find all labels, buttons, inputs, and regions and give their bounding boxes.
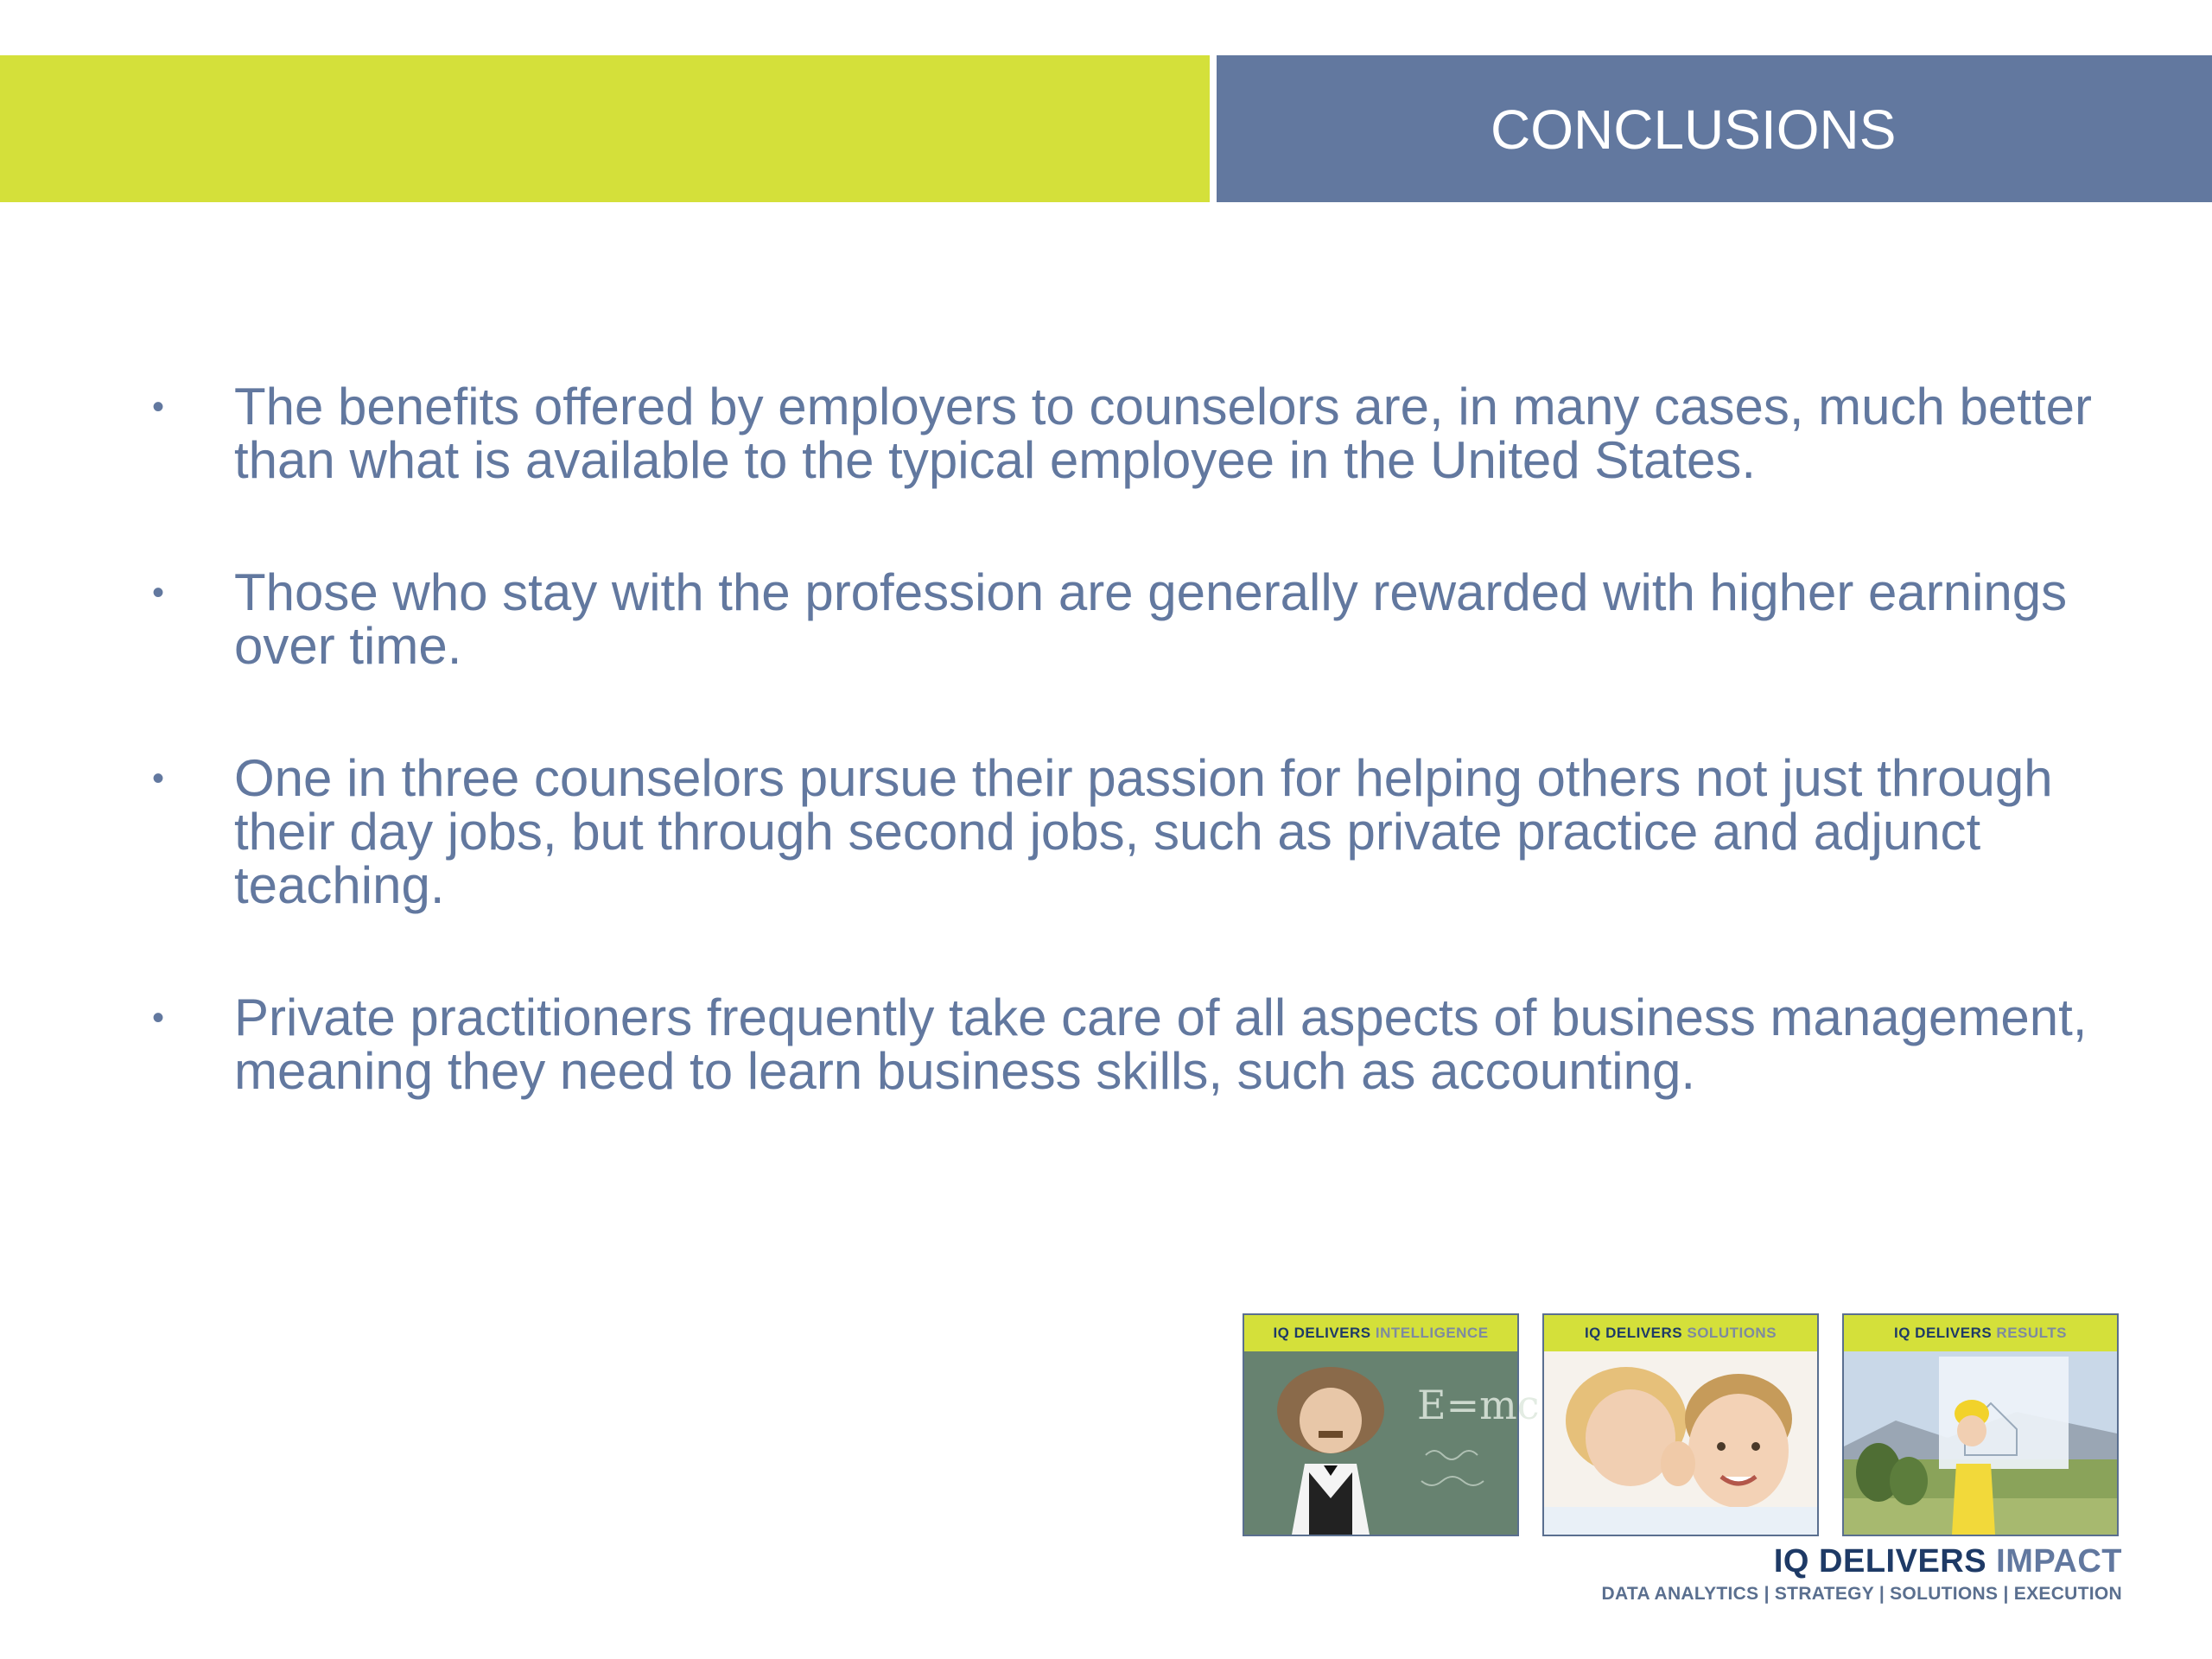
bullet-list	[147, 380, 2100, 1177]
child-blueprint-field-photo-icon	[1844, 1351, 2117, 1535]
bullet-icon: •	[152, 574, 165, 612]
bullet-text: Private practitioners frequently take care of all aspects of business management, meaning they need to learn business skills, such as accounting.	[234, 988, 2088, 1100]
header-accent-bar	[0, 55, 1210, 202]
bullet-item	[147, 749, 2100, 914]
tile-accent: INTELLIGENCE	[1375, 1325, 1489, 1341]
impact-accent: IMPACT	[1996, 1543, 2122, 1580]
bullet-item	[147, 988, 2100, 1100]
board-text: E=mc	[1417, 1382, 1540, 1428]
tile-accent: RESULTS	[1996, 1325, 2067, 1341]
tile-solutions	[1542, 1313, 1819, 1536]
tile-prefix: IQ DELIVERS	[1894, 1325, 1993, 1341]
children-whispering-photo-icon	[1544, 1351, 1817, 1535]
tile-results	[1842, 1313, 2119, 1536]
services-line: DATA ANALYTICS | STRATEGY | SOLUTIONS | EXECUTION	[1601, 1584, 2122, 1604]
tile-accent: SOLUTIONS	[1687, 1325, 1777, 1341]
tile-intelligence	[1243, 1313, 1540, 1536]
tile-prefix: IQ DELIVERS	[1584, 1325, 1683, 1341]
bullet-item	[147, 380, 2100, 487]
bullet-icon: •	[152, 388, 165, 426]
tile-header	[1844, 1315, 2117, 1351]
bullet-icon: •	[152, 999, 165, 1037]
bullet-text: One in three counselors pursue their passion for helping others not just through their day jobs, but through second jobs, such as private practice and adjunct teaching.	[234, 749, 2053, 914]
bullet-item	[147, 563, 2100, 675]
slide-title: CONCLUSIONS	[1491, 99, 1897, 161]
bullet-text: The benefits offered by employers to counselors are, in many cases, much better than what is available to the typical employee in the United States.	[234, 378, 2092, 489]
impact-prefix: IQ DELIVERS	[1773, 1543, 1987, 1580]
tile-header	[1244, 1315, 1517, 1351]
child-chalkboard-photo-icon	[1244, 1351, 1540, 1535]
tile-prefix: IQ DELIVERS	[1273, 1325, 1371, 1341]
brand-tiles	[1243, 1313, 2124, 1538]
impact-tagline	[1774, 1545, 2122, 1578]
tile-header	[1544, 1315, 1817, 1351]
bullet-text: Those who stay with the profession are generally rewarded with higher earnings over time.	[234, 563, 2068, 675]
bullet-icon: •	[152, 760, 165, 798]
